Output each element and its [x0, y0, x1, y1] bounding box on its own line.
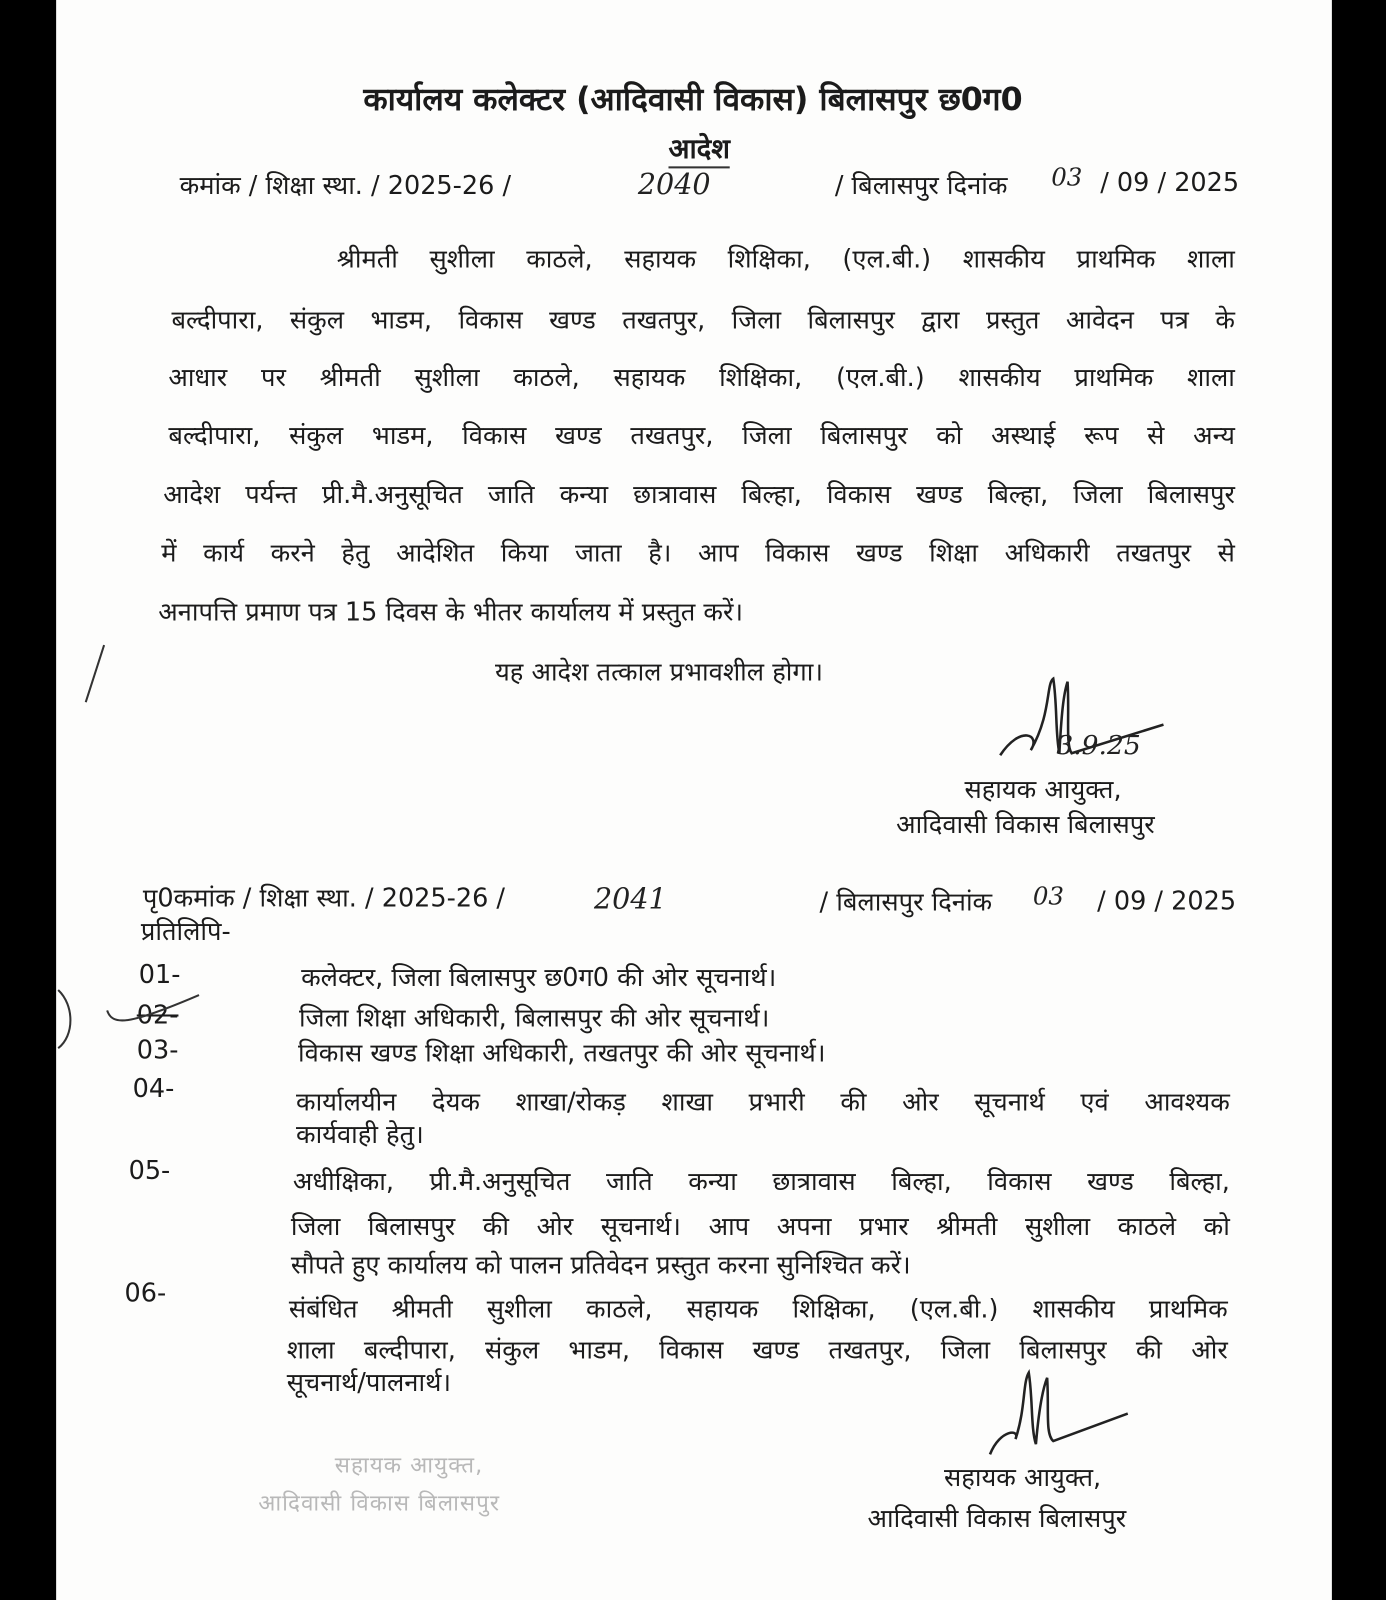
body-line: अनापत्ति प्रमाण पत्र 15 दिवस के भीतर कार्यालय में प्रस्तुत करें।: [158, 597, 744, 627]
copy-item-number: 01-: [138, 959, 181, 989]
signature-2: [980, 1368, 1133, 1460]
copy-item-number: 03-: [136, 1034, 179, 1065]
copy-item-number: 04-: [132, 1073, 175, 1104]
copy-item-text: कार्यवाही हेतु।: [295, 1119, 424, 1150]
copy-item-number: 05-: [128, 1155, 171, 1185]
copy-reference: पृ0कमांक / शिक्षा स्था. / 2025-26 /: [142, 882, 506, 913]
body-line: आधार पर श्रीमती सुशीला काठले, सहायक शिक्षिका, (एल.बी.) शासकीय प्राथमिक शाला: [168, 362, 1235, 392]
copy-month-year: / 09 / 2025: [1097, 885, 1237, 916]
signatory-designation: सहायक आयुक्त,: [944, 1462, 1102, 1493]
copy-label: प्रतिलिपि-: [140, 916, 231, 947]
copy-item-text: कार्यालयीन देयक शाखा/रोकड़ शाखा प्रभारी की ओर सूचनार्थ एवं आवश्यक: [295, 1086, 1230, 1117]
order-title: आदेश: [668, 129, 730, 169]
order-month-year: / 09 / 2025: [1100, 167, 1240, 197]
pen-mark: [82, 643, 113, 704]
order-day: 03: [1051, 163, 1083, 192]
order-reference: कमांक / शिक्षा स्था. / 2025-26 /: [179, 170, 512, 201]
signatory-department: आदिवासी विकास बिलासपुर: [867, 1503, 1127, 1533]
copy-item-text: शाला बल्दीपारा, संकुल भाडम, विकास खण्ड तखतपुर, जिला बिलासपुर की ओर: [286, 1334, 1228, 1365]
stamp-line: आदिवासी विकास बिलासपुर: [258, 1491, 501, 1517]
body-line: श्रीमती सुशीला काठले, सहायक शिक्षिका, (एल.बी.) शासकीय प्राथमिक शाला: [336, 243, 1235, 274]
body-line: बल्दीपारा, संकुल भाडम, विकास खण्ड तखतपुर, जिला बिलासपुर को अस्थाई रूप से अन्य: [168, 420, 1235, 451]
copy-item-number: 06-: [124, 1277, 167, 1308]
copy-item-text: कलेक्टर, जिला बिलासपुर छ0ग0 की ओर सूचनार्थ।: [301, 962, 777, 993]
signature-date: 3.9.25: [1056, 730, 1141, 762]
copy-item-text: संबंधित श्रीमती सुशीला काठले, सहायक शिक्षिका, (एल.बी.) शासकीय प्राथमिक: [288, 1294, 1228, 1324]
order-number: 2040: [637, 167, 711, 202]
copy-item-text: सौपते हुए कार्यालय को पालन प्रतिवेदन प्रस्तुत करना सुनिश्चित करें।: [290, 1250, 911, 1280]
copy-item-text: विकास खण्ड शिक्षा अधिकारी, तखतपुर की ओर सूचनार्थ।: [298, 1037, 826, 1068]
office-heading: कार्यालय कलेक्टर (आदिवासी विकास) बिलासपुर छ0ग0: [363, 81, 1023, 119]
effect-statement: यह आदेश तत्काल प्रभावशील होगा।: [494, 657, 824, 687]
body-line: आदेश पर्यन्त प्री.मै.अनुसूचित जाति कन्या छात्रावास बिल्हा, विकास खण्ड बिल्हा, जिला बिलासपुर: [163, 479, 1235, 510]
copy-place-label: / बिलासपुर दिनांक: [819, 886, 993, 917]
order-place-label: / बिलासपुर दिनांक: [834, 170, 1008, 201]
copy-item-text: सूचनार्थ/पालनार्थ।: [286, 1367, 452, 1398]
copy-item-text: जिला शिक्षा अधिकारी, बिलासपुर की ओर सूचनार्थ।: [299, 1003, 770, 1033]
copy-number: 2041: [593, 881, 667, 916]
copy-item-text: जिला बिलासपुर की ओर सूचनार्थ। आप अपना प्रभार श्रीमती सुशीला काठले को: [290, 1211, 1230, 1242]
signatory-designation: सहायक आयुक्त,: [964, 774, 1122, 805]
copy-item-number: 02-: [136, 1000, 179, 1030]
stamp-line: सहायक आयुक्त,: [334, 1453, 484, 1479]
body-line: में कार्य करने हेतु आदेशित किया जाता है। आप विकास खण्ड शिक्षा अधिकारी तखतपुर से: [161, 537, 1235, 568]
copy-day: 03: [1032, 881, 1065, 911]
signatory-department: आदिवासी विकास बिलासपुर: [896, 809, 1155, 839]
body-line: बल्दीपारा, संकुल भाडम, विकास खण्ड तखतपुर, जिला बिलासपुर द्वारा प्रस्तुत आवेदन पत्र के: [171, 305, 1235, 335]
copy-item-text: अधीक्षिका, प्री.मै.अनुसूचित जाति कन्या छात्रावास बिल्हा, विकास खण्ड बिल्हा,: [292, 1166, 1230, 1197]
